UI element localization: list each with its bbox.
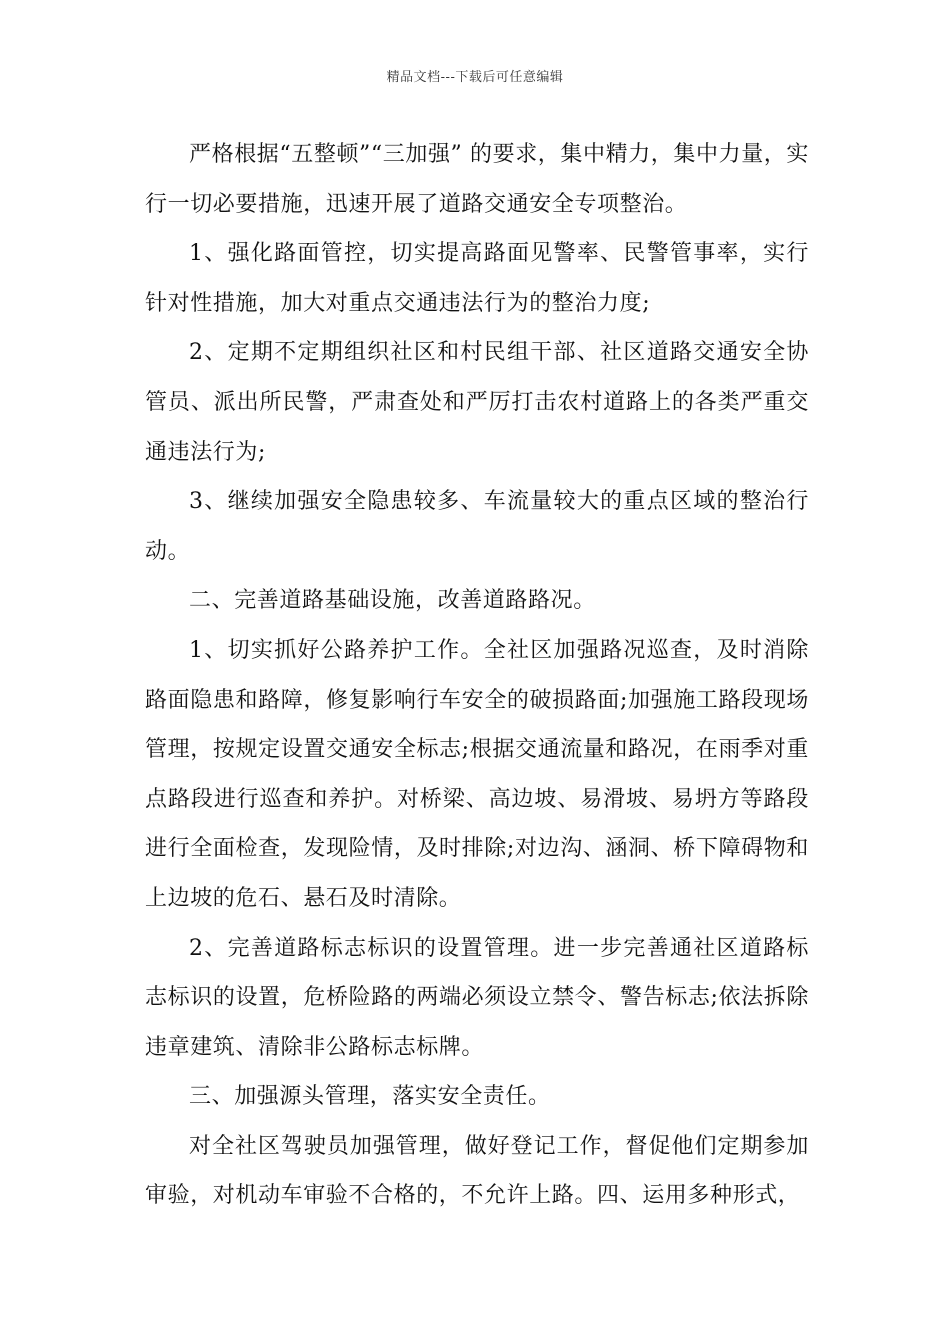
paragraph-item-1: 1、强化路面管控，切实提高路面见警率、民警管事率，实行针对性措施，加大对重点交通违法行为的整治力度; — [145, 241, 809, 316]
paragraph-section2-item-2: 2、完善道路标志标识的设置管理。进一步完善通社区道路标志标识的设置，危桥险路的两端必须设立禁令、警告标志;依法拆除违章建筑、清除非公路标志标牌。 — [145, 935, 809, 1060]
paragraph-item-2: 2、定期不定期组织社区和村民组干部、社区道路交通安全协管员、派出所民警，严肃查处和严厉打击农村道路上的各类严重交通违法行为; — [145, 340, 809, 465]
paragraph-intro: 严格根据“五整顿”“三加强” 的要求，集中精力，集中力量，实行一切必要措施，迅速开展了道路交通安全专项整治。 — [145, 142, 809, 217]
document-body — [145, 130, 809, 1221]
paragraph-section3-body: 对全社区驾驶员加强管理，做好登记工作，督促他们定期参加审验，对机动车审验不合格的，不允许上路。四、运用多种形式， — [145, 1133, 809, 1209]
paragraph-item-3: 3、继续加强安全隐患较多、车流量较大的重点区域的整治行动。 — [145, 489, 809, 564]
page-header: 精品文档---下载后可任意编辑 — [386, 70, 564, 85]
paragraph-section2-item-1: 1、切实抓好公路养护工作。全社区加强路况巡查，及时消除路面隐患和路障，修复影响行车安全的破损路面;加强施工路段现场管理，按规定设置交通安全标志;根据交通流量和路况，在雨季对重点路段进行巡查和养护。对桥梁、高边坡、易滑坡、易坍方等路段进行全面检查，发现险情，及时排除;对边沟、涵洞、桥下障碍物和上边坡的危石、悬石及时清除。 — [145, 637, 809, 911]
section-heading-3: 三、加强源头管理，落实安全责任。 — [189, 1084, 551, 1110]
section-heading-2: 二、完善道路基础设施，改善道路路况。 — [189, 588, 596, 614]
